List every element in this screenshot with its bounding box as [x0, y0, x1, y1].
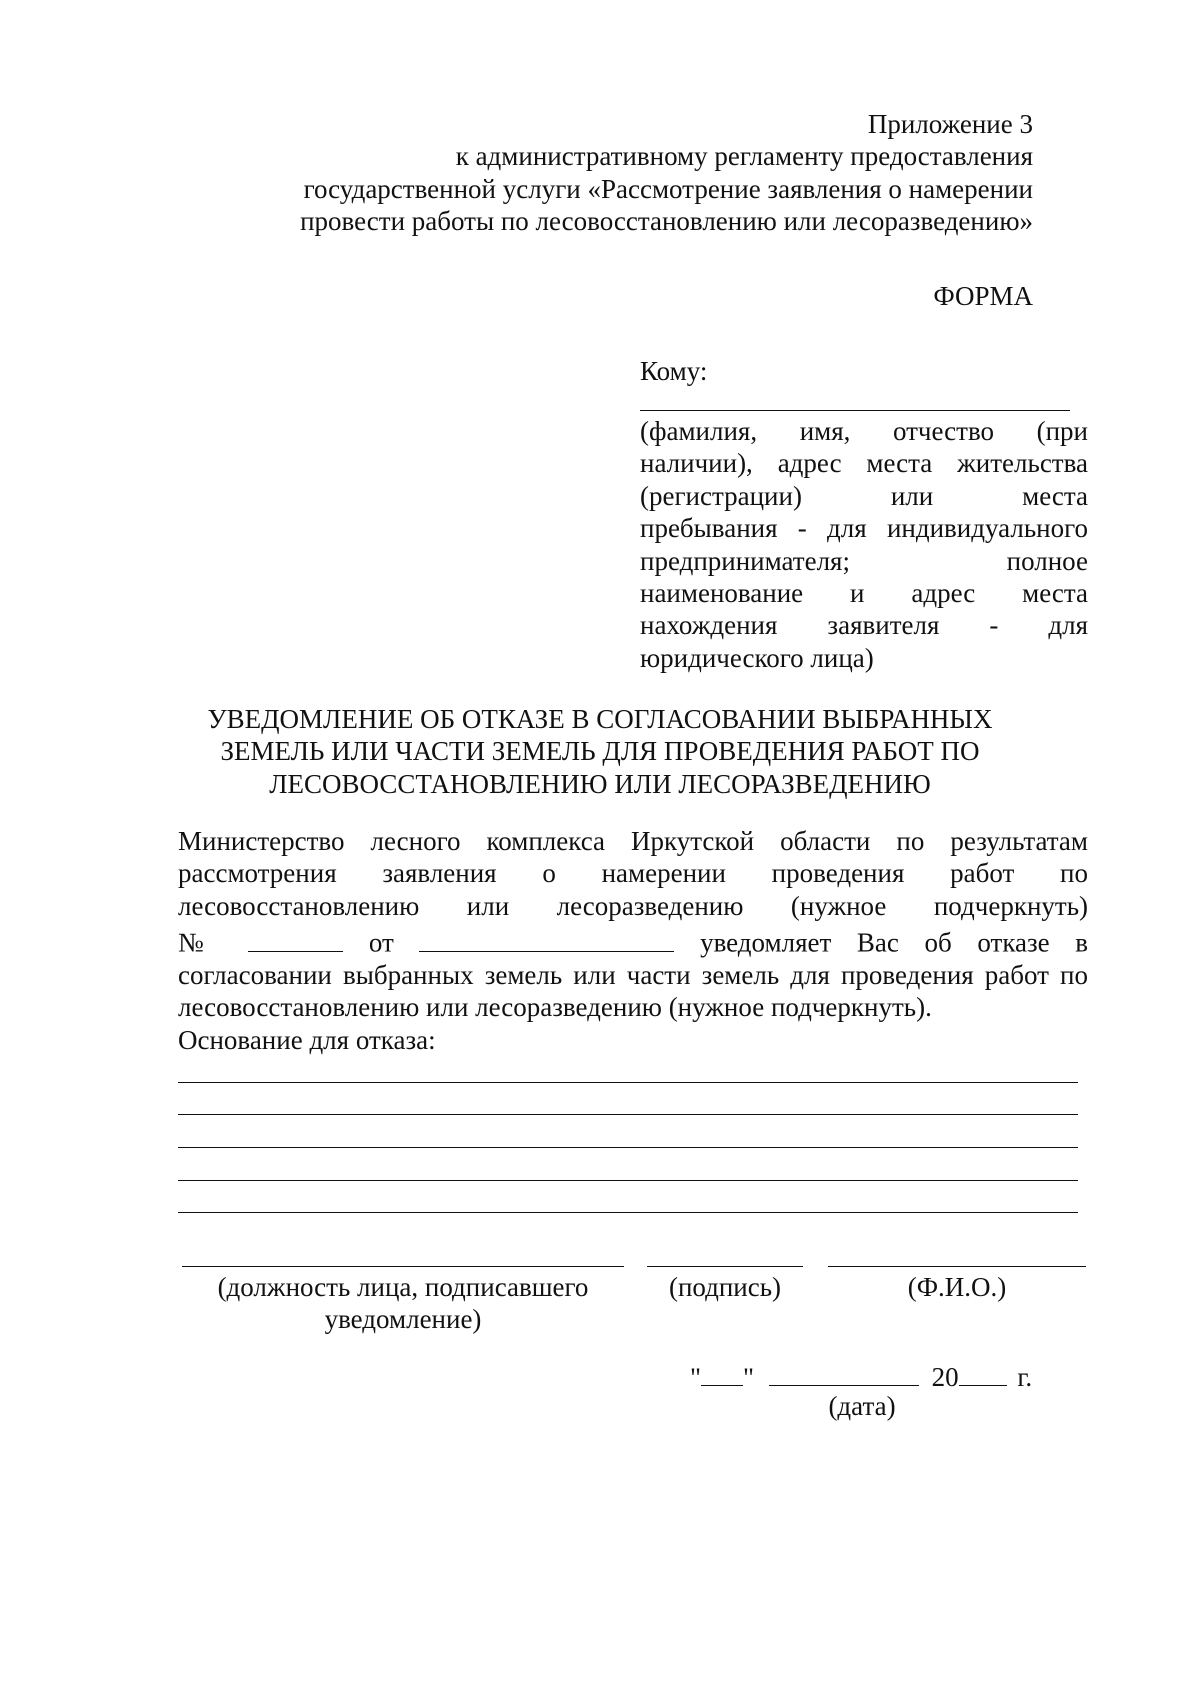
from-word: от: [368, 927, 394, 958]
year-blank[interactable]: [959, 1357, 1007, 1386]
body-line-5: согласовании выбранных земель или части земель для проведения работ по: [178, 959, 1088, 990]
basis-blank-line-5[interactable]: [178, 1212, 1078, 1213]
date-open-quote: ": [690, 1362, 702, 1393]
form-label: ФОРМА: [933, 281, 1033, 311]
recipient-hint-line-5: предпринимателя; полное: [640, 545, 1088, 576]
basis-blank-line-4[interactable]: [178, 1180, 1078, 1181]
appendix-line-3: провести работы по лесовосстановлению или лесоразведению»: [300, 206, 1033, 237]
body-line-2: рассмотрения заявления о намерении проведения работ по: [178, 858, 1088, 889]
title-line-2: ЗЕМЕЛЬ ИЛИ ЧАСТИ ЗЕМЕЛЬ ДЛЯ ПРОВЕДЕНИЯ РАБОТ ПО: [220, 736, 980, 767]
title-line-1: УВЕДОМЛЕНИЕ ОБ ОТКАЗЕ В СОГЛАСОВАНИИ ВЫБРАННЫХ: [207, 704, 993, 734]
basis-label: Основание для отказа:: [178, 1024, 436, 1055]
position-caption-line-1: (должность лица, подписавшего: [217, 1272, 589, 1302]
body-line-6: лесовосстановлению или лесоразведению (нужное подчеркнуть).: [178, 992, 932, 1023]
title-line-3: ЛЕСОВОССТАНОВЛЕНИЮ ИЛИ ЛЕСОРАЗВЕДЕНИЮ: [269, 768, 931, 799]
recipient-hint: [640, 415, 1088, 674]
application-number-blank[interactable]: [248, 922, 343, 951]
application-date-blank[interactable]: [419, 922, 674, 951]
recipient-hint-line-3: (регистрации) или места: [640, 480, 1088, 511]
appendix-header: [300, 108, 1033, 238]
recipient-hint-line-2: наличии), адрес места жительства: [640, 448, 1088, 479]
signature-line[interactable]: [647, 1266, 803, 1267]
recipient-hint-line-4: пребывания - для индивидуального: [640, 513, 1088, 544]
date-caption: (дата): [828, 1391, 896, 1421]
position-signature-line[interactable]: [182, 1266, 624, 1267]
position-caption-line-2: уведомление): [324, 1304, 482, 1335]
basis-blank-line-2[interactable]: [178, 1114, 1078, 1115]
basis-blank-line-3[interactable]: [178, 1147, 1078, 1148]
full-name-caption: (Ф.И.О.): [907, 1272, 1007, 1302]
appendix-line-1: к административному регламенту предоставления: [455, 141, 1033, 172]
body-line-3: лесовосстановлению или лесоразведению (нужное подчеркнуть): [178, 890, 1088, 921]
recipient-underline: [640, 410, 1070, 411]
position-caption: [182, 1271, 624, 1336]
recipient-hint-line-6: наименование и адрес места: [640, 577, 1088, 608]
full-name-line[interactable]: [828, 1266, 1086, 1267]
recipient-hint-line-7: нахождения заявителя - для: [640, 610, 1088, 641]
recipient-hint-line-1: (фамилия, имя, отчество (при: [640, 416, 1088, 446]
appendix-number: Приложение 3: [867, 109, 1033, 139]
day-blank[interactable]: [701, 1357, 743, 1386]
date-close-quote: ": [743, 1362, 755, 1393]
body-line-1: Министерство лесного комплекса Иркутской области по результатам: [178, 826, 1088, 856]
year-prefix: 20: [931, 1362, 959, 1393]
signature-caption: (подпись): [668, 1272, 782, 1302]
basis-blank-line-1[interactable]: [178, 1082, 1078, 1083]
recipient-hint-line-8: юридического лица): [640, 642, 874, 673]
notice-body: [178, 825, 1088, 1056]
appendix-line-2: государственной услуги «Рассмотрение заявления о намерении: [303, 173, 1033, 204]
body-line-4-tail: уведомляет Вас об отказе в: [700, 927, 1089, 958]
body-line-4: [178, 922, 1088, 959]
year-suffix: г.: [1017, 1362, 1033, 1393]
document-title: [150, 703, 1050, 800]
recipient-label: Кому:: [640, 356, 708, 386]
month-blank[interactable]: [769, 1357, 919, 1386]
date-row: [690, 1357, 1032, 1394]
number-sign: №: [178, 927, 223, 958]
